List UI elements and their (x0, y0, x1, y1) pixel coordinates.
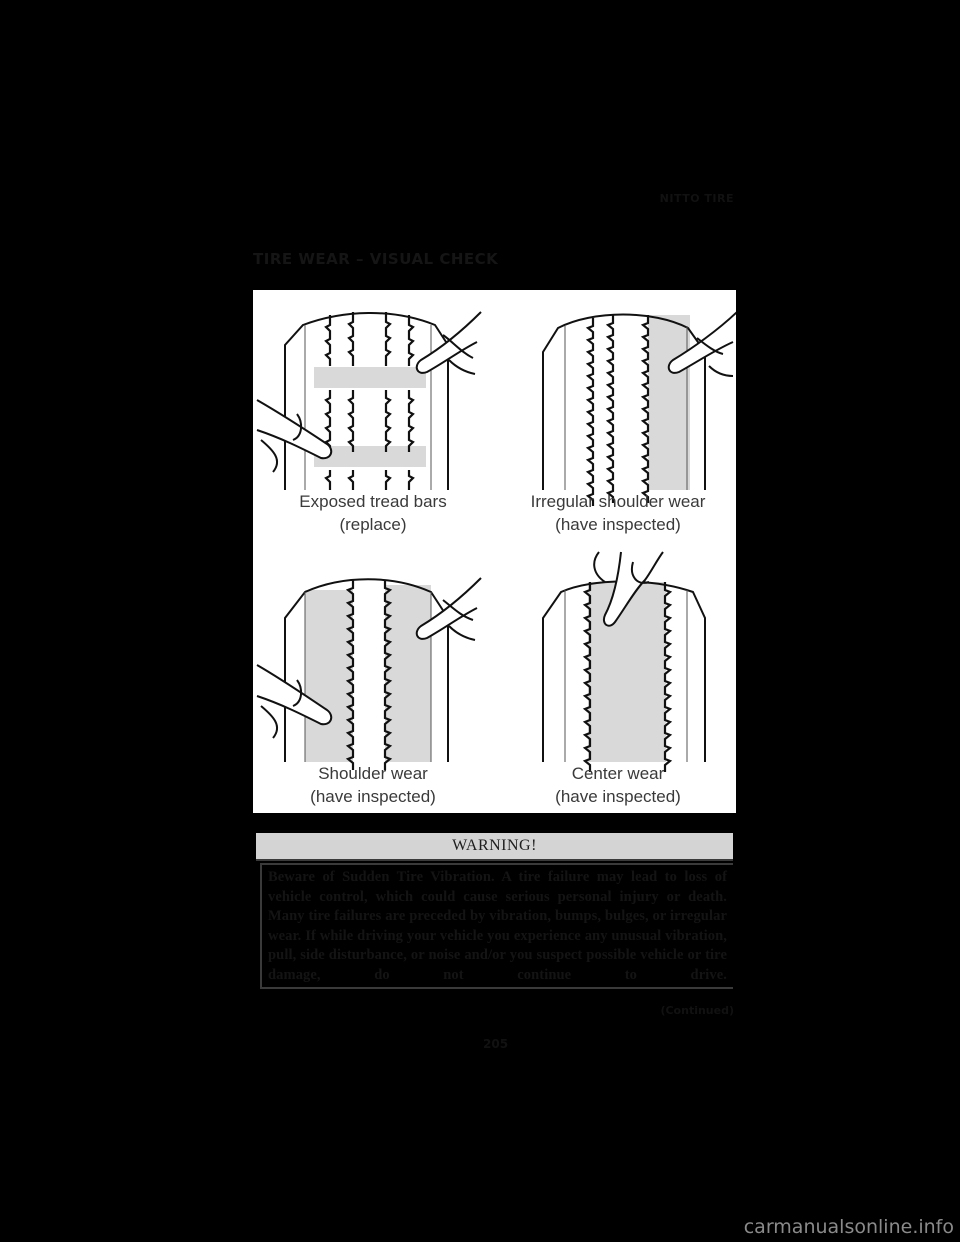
warning-title: WARNING! (256, 833, 733, 861)
caption-line: (have inspected) (310, 787, 436, 806)
caption-line: Center wear (571, 764, 665, 783)
caption-line: (have inspected) (555, 515, 681, 534)
caption-exposed-tread-bars (253, 490, 493, 536)
exposed-tread-bars-drawing (257, 312, 481, 490)
caption-irregular-shoulder-wear (498, 490, 738, 536)
caption-shoulder-wear (253, 762, 493, 808)
center-wear-drawing (543, 552, 705, 772)
watermark-link[interactable]: carmanualsonline.info (743, 1216, 954, 1238)
caption-center-wear (498, 762, 738, 808)
warning-body (260, 863, 733, 989)
page-number: 205 (483, 1037, 509, 1051)
irregular-shoulder-wear-drawing (543, 312, 736, 506)
tire-wear-illustration (253, 290, 736, 813)
caption-line: (replace) (339, 515, 407, 534)
warning-text: Beware of Sudden Tire Vibration. A tire failure may lead to loss of vehicle control, which could cause serious personal injury or death. Many tire failures are preceded by vibration, bumps, bulges, or irregular wear. If while driving your vehicle you experience any unusual vibration, pull, side disturbance, or noise and/or you suspect possible vehicle or tire damage, do not continue to drive. (268, 869, 727, 983)
continued-label: (Continued) (660, 1004, 734, 1017)
section-header: NITTO TIRE (659, 192, 734, 205)
caption-line: Irregular shoulder wear (530, 492, 706, 511)
caption-line: Exposed tread bars (299, 492, 447, 511)
tire-wear-figure (253, 290, 736, 813)
page-title: TIRE WEAR – VISUAL CHECK (253, 250, 499, 268)
shoulder-wear-drawing (257, 578, 481, 770)
caption-line: Shoulder wear (318, 764, 428, 783)
caption-line: (have inspected) (555, 787, 681, 806)
warning-box (253, 830, 736, 992)
